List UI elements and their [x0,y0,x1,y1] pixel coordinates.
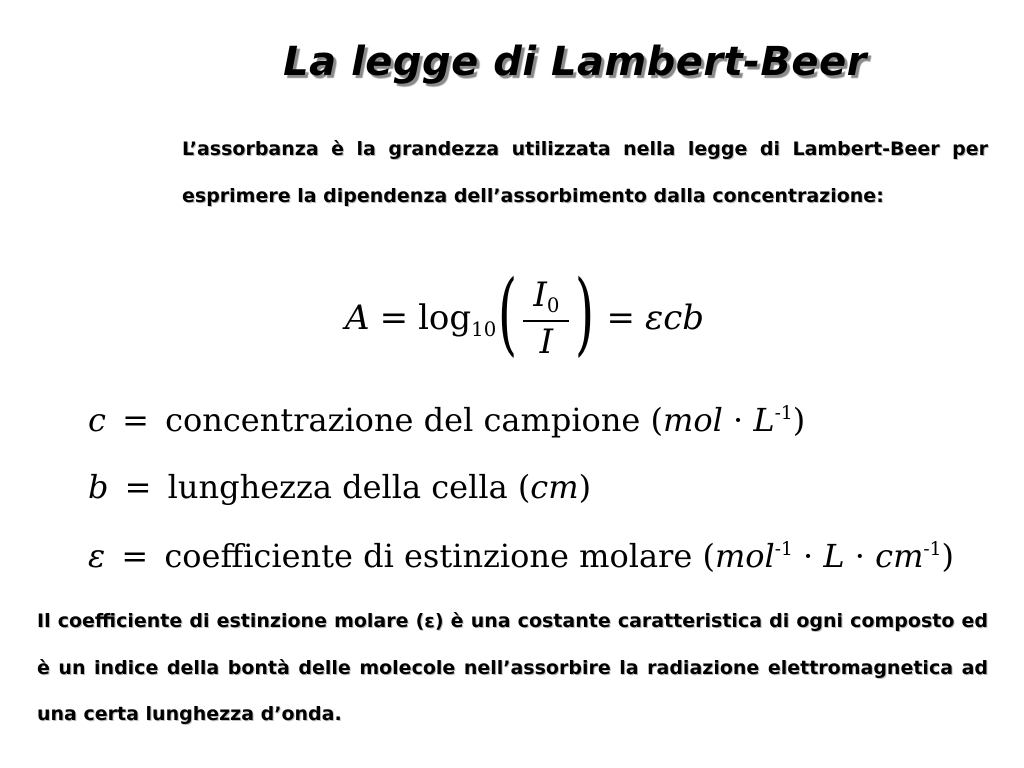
unit-mol: mol [663,401,723,439]
definition-symbol: b [88,468,109,506]
unit-mol: mol [714,537,775,575]
equals-sign: = [121,537,149,575]
numerator-symbol: I [533,274,547,315]
unit-liter: L [753,401,775,439]
unit-close-paren: ) [941,537,954,575]
fraction-numerator [529,275,563,320]
unit-cm-exponent: -1 [923,538,942,560]
unit-dot-2: · [854,537,865,575]
slide-title: La legge di Lambert-Beer [283,39,867,85]
formula-rhs: εcb [645,298,705,338]
lambert-beer-formula [345,261,705,368]
unit-open-paren: ( [650,401,664,439]
equals-sign: = [124,468,152,506]
outro-paragraph: Il coefficiente di estinzione molare (ε) è una costante caratteristica di ogni composto ed è un indice della bontà delle molecole nell’assorbire la radiazione elettromagnetica ad una certa lunghezza d’onda. [37,610,988,725]
equals-sign-2: = [606,298,635,338]
definition-text: lunghezza della cella [167,468,508,506]
definition-path-length [88,467,591,507]
definition-text: coefficiente di estinzione molare [164,537,693,575]
definition-extinction-coefficient [88,536,954,582]
log-function [418,298,497,341]
equals-sign: = [122,401,149,439]
unit-dot: · [803,537,814,575]
unit-open-paren: ( [517,468,531,506]
open-parenthesis: ( [498,261,518,366]
unit-cm: cm [530,468,579,506]
definition-symbol: ε [88,537,106,575]
unit-close-paren: ) [578,468,592,506]
definition-symbol: c [88,401,106,439]
definition-text: concentrazione del campione [165,401,641,439]
unit-liter: L [823,537,845,575]
close-parenthesis: ) [575,261,595,366]
unit-close-paren: ) [792,401,806,439]
unit-liter-exponent: -1 [774,402,793,424]
intro-paragraph: L’assorbanza è la grandezza utilizzata nella legge di Lambert-Beer per esprimere la dipendenza dell’assorbimento dalla concentrazione: [182,138,988,207]
numerator-subscript: 0 [546,294,560,318]
fraction-denominator: I [539,321,554,362]
unit-mol-exponent: -1 [774,538,793,560]
intensity-fraction [523,275,569,362]
absorbance-symbol: A [345,298,370,338]
unit-cm: cm [875,537,924,575]
unit-dot: · [733,401,744,439]
log-label: log [418,298,472,338]
log-base: 10 [471,317,497,341]
equals-sign: = [379,298,409,338]
unit-open-paren: ( [702,537,715,575]
definition-concentration [88,400,805,446]
